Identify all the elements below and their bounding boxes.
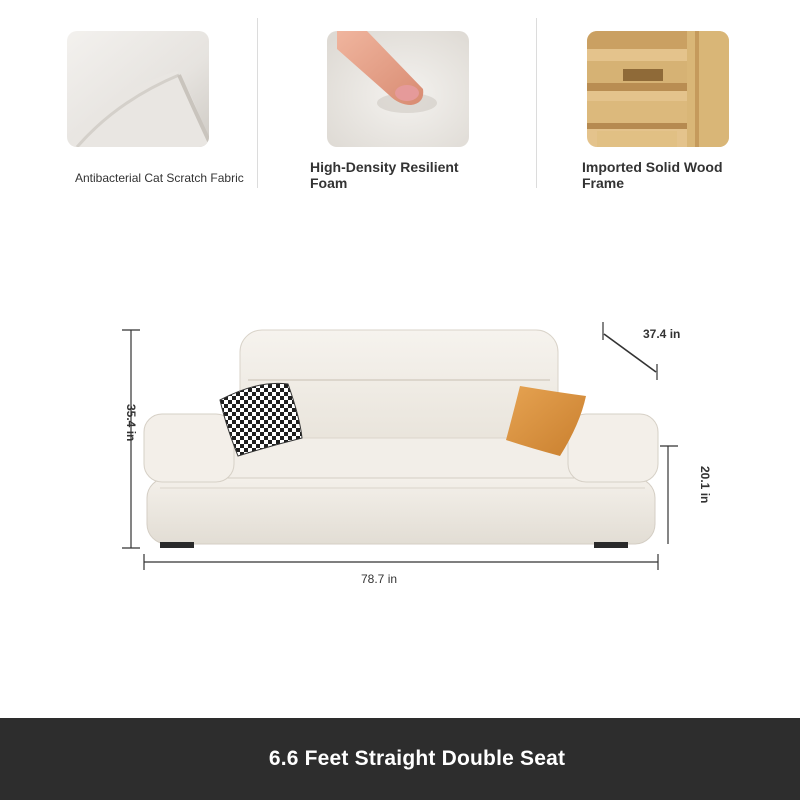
foam-press-image [327, 31, 469, 147]
sofa-leg-left [160, 542, 194, 548]
feature-label-wood: Imported Solid Wood Frame [582, 159, 723, 191]
height-label: 35.4 in [124, 404, 138, 442]
wood-frame-image [587, 31, 729, 147]
width-label: 78.7 in [361, 572, 398, 586]
sofa-dimension-diagram [0, 300, 800, 620]
depth-label: 37.4 in [643, 327, 681, 341]
sofa-right-arm [568, 414, 658, 482]
sofa-left-arm [144, 414, 234, 482]
divider [536, 18, 537, 188]
title-banner [0, 718, 800, 800]
sofa-leg-right [594, 542, 628, 548]
divider [257, 18, 258, 188]
feature-label-foam: High-Density Resilient Foam [310, 159, 459, 191]
fabric-swatch-image [67, 31, 209, 147]
feature-label-fabric: Antibacterial Cat Scratch Fabric [75, 171, 244, 185]
seat-height-label: 20.1 in [698, 466, 712, 504]
banner-title: 6.6 Feet Straight Double Seat [268, 747, 566, 770]
